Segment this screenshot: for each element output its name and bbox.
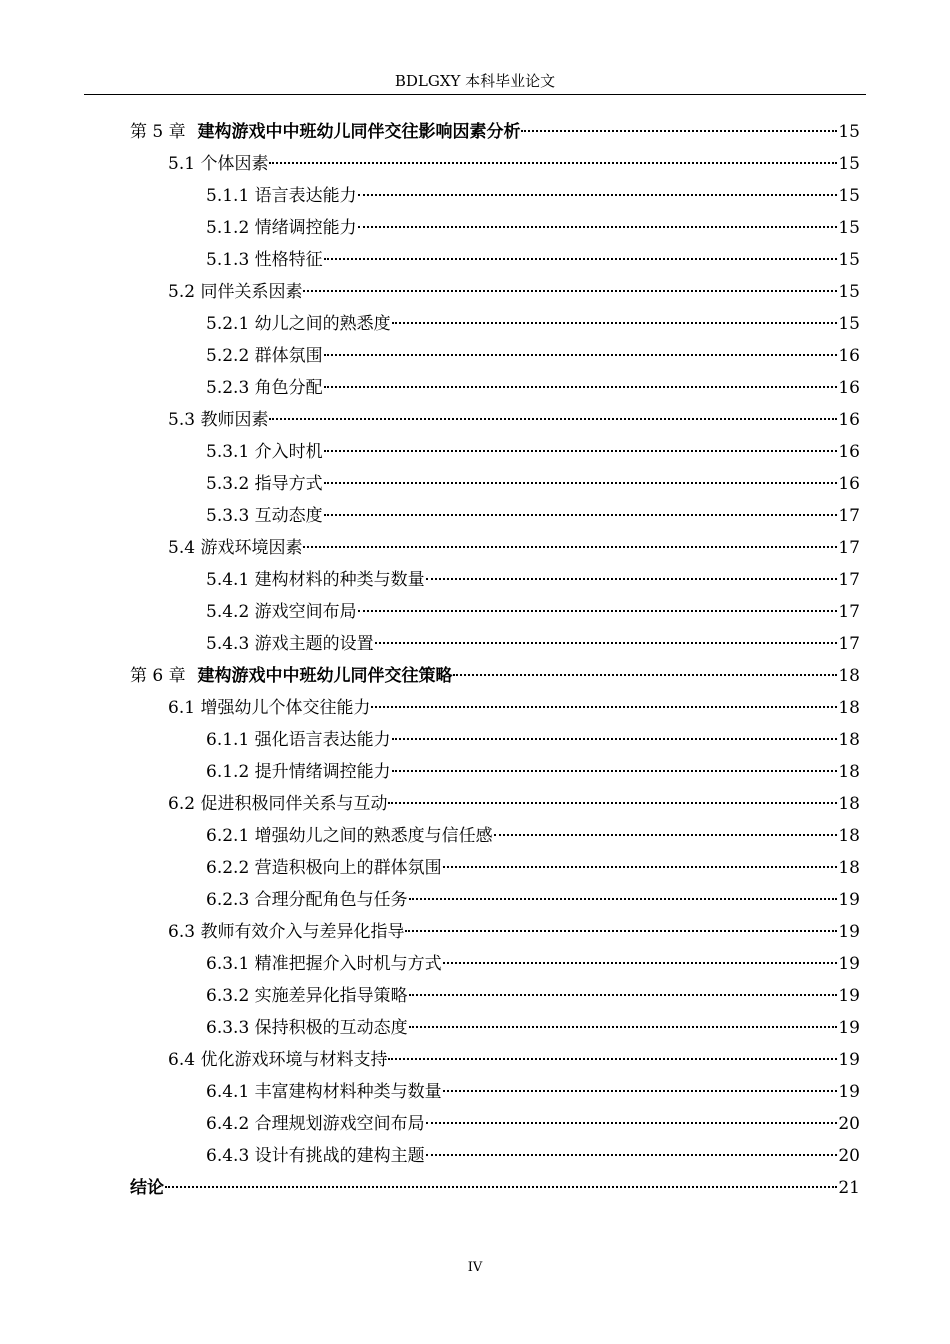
toc-entry-number: 6.3.3 <box>206 1018 250 1038</box>
toc-entry[interactable] <box>130 436 860 468</box>
toc-dot-leader <box>324 481 838 484</box>
toc-entry-number: 5.4.1 <box>206 570 250 590</box>
toc-entry-number: 5.4.2 <box>206 602 250 622</box>
toc-entry-label: 实施差异化指导策略 <box>254 986 408 1006</box>
toc-dot-leader <box>521 129 837 132</box>
toc-entry-page: 17 <box>838 570 860 590</box>
toc-entry-label: 互动态度 <box>254 506 323 526</box>
toc-entry-title <box>206 372 323 404</box>
toc-dot-leader <box>409 1025 838 1028</box>
toc-entry-label: 保持积极的互动态度 <box>254 1018 408 1038</box>
toc-entry-title <box>168 1044 387 1076</box>
toc-entry-number: 6.2.2 <box>206 858 250 878</box>
toc-entry-label: 提升情绪调控能力 <box>254 762 391 782</box>
toc-entry-number: 6.2.1 <box>206 826 250 846</box>
toc-entry[interactable] <box>130 1076 860 1108</box>
toc-entry-page: 17 <box>838 506 860 526</box>
page-footer <box>0 1260 950 1275</box>
toc-entry-title <box>130 1172 164 1204</box>
toc-entry-number: 5.2.1 <box>206 314 250 334</box>
toc-dot-leader <box>324 449 838 452</box>
toc-entry[interactable] <box>130 852 860 884</box>
toc-entry-title <box>206 980 408 1012</box>
toc-entry[interactable] <box>130 596 860 628</box>
toc-entry-title <box>168 148 268 180</box>
toc-entry-page: 16 <box>838 410 860 430</box>
toc-entry-title <box>206 884 408 916</box>
toc-entry-page: 19 <box>838 986 860 1006</box>
toc-entry-page: 20 <box>838 1114 860 1134</box>
toc-entry-title <box>206 564 425 596</box>
toc-entry-number: 第 5 章 <box>130 122 186 142</box>
toc-entry[interactable] <box>130 948 860 980</box>
toc-entry[interactable] <box>130 532 860 564</box>
toc-entry[interactable] <box>130 564 860 596</box>
toc-entry-page: 16 <box>838 346 860 366</box>
toc-entry[interactable] <box>130 1172 860 1204</box>
toc-dot-leader <box>392 737 838 740</box>
toc-dot-leader <box>358 609 838 612</box>
toc-entry-title <box>130 660 452 692</box>
toc-entry-number: 5.2 <box>168 282 196 302</box>
toc-entry-label: 强化语言表达能力 <box>254 730 391 750</box>
toc-entry-label: 合理规划游戏空间布局 <box>254 1114 425 1134</box>
toc-entry-label: 增强幼儿之间的熟悉度与信任感 <box>254 826 493 846</box>
page-number: IV <box>467 1260 483 1275</box>
toc-entry-gap <box>186 666 198 686</box>
toc-entry-number: 6.1.1 <box>206 730 250 750</box>
toc-dot-leader <box>392 321 838 324</box>
toc-entry-page: 19 <box>838 1082 860 1102</box>
toc-entry-label: 个体因素 <box>200 154 269 174</box>
toc-dot-leader <box>358 225 838 228</box>
toc-entry-label: 教师因素 <box>200 410 269 430</box>
toc-entry-page: 17 <box>838 602 860 622</box>
toc-dot-leader <box>443 1089 838 1092</box>
toc-entry-label: 结论 <box>130 1178 164 1198</box>
toc-dot-leader <box>388 1057 837 1060</box>
toc-entry-number: 5.1.2 <box>206 218 250 238</box>
toc-dot-leader <box>392 769 838 772</box>
toc-entry-title <box>168 276 302 308</box>
toc-entry-label: 游戏主题的设置 <box>254 634 374 654</box>
toc-entry-number: 5.3.3 <box>206 506 250 526</box>
toc-entry-label: 游戏环境因素 <box>200 538 303 558</box>
toc-entry-page: 17 <box>838 634 860 654</box>
toc-entry-number: 6.1.2 <box>206 762 250 782</box>
toc-entry-title <box>206 244 323 276</box>
toc-entry-page: 18 <box>838 826 860 846</box>
toc-dot-leader <box>388 801 837 804</box>
toc-entry-page: 21 <box>838 1178 860 1198</box>
toc-entry-number: 5.3.1 <box>206 442 250 462</box>
toc-entry-page: 18 <box>838 858 860 878</box>
toc-entry-page: 19 <box>838 922 860 942</box>
toc-entry-label: 游戏空间布局 <box>254 602 357 622</box>
toc-entry-page: 17 <box>838 538 860 558</box>
toc-entry[interactable] <box>130 404 860 436</box>
toc-dot-leader <box>358 193 838 196</box>
toc-entry-title <box>130 116 520 148</box>
toc-entry-label: 角色分配 <box>254 378 323 398</box>
toc-entry-label: 介入时机 <box>254 442 323 462</box>
toc-entry-page: 15 <box>838 154 860 174</box>
toc-entry-number: 6.3.1 <box>206 954 250 974</box>
toc-entry-page: 15 <box>838 282 860 302</box>
toc-entry[interactable] <box>130 756 860 788</box>
toc-entry[interactable] <box>130 916 860 948</box>
table-of-contents <box>130 116 860 1204</box>
toc-entry[interactable] <box>130 724 860 756</box>
toc-dot-leader <box>494 833 838 836</box>
toc-entry[interactable] <box>130 212 860 244</box>
toc-entry-title <box>206 852 442 884</box>
toc-entry[interactable] <box>130 788 860 820</box>
toc-entry-page: 20 <box>838 1146 860 1166</box>
toc-entry-title <box>206 756 391 788</box>
toc-entry-title <box>168 916 404 948</box>
toc-entry[interactable] <box>130 148 860 180</box>
toc-dot-leader <box>303 289 837 292</box>
toc-entry-title <box>168 404 268 436</box>
toc-entry-page: 18 <box>838 730 860 750</box>
toc-entry-title <box>206 180 357 212</box>
toc-entry-number: 5.4.3 <box>206 634 250 654</box>
toc-entry[interactable] <box>130 820 860 852</box>
toc-entry-page: 18 <box>838 794 860 814</box>
toc-entry[interactable] <box>130 1044 860 1076</box>
toc-dot-leader <box>324 385 838 388</box>
toc-entry[interactable] <box>130 308 860 340</box>
toc-entry-label: 同伴关系因素 <box>200 282 303 302</box>
toc-entry-number: 5.2.2 <box>206 346 250 366</box>
toc-entry-title <box>168 692 370 724</box>
toc-entry-number: 6.1 <box>168 698 196 718</box>
toc-entry-page: 19 <box>838 1050 860 1070</box>
toc-entry-title <box>206 628 374 660</box>
toc-entry[interactable] <box>130 372 860 404</box>
toc-entry-title <box>168 532 302 564</box>
toc-entry-title <box>206 1012 408 1044</box>
toc-entry-label: 群体氛围 <box>254 346 323 366</box>
toc-entry-page: 15 <box>838 186 860 206</box>
toc-entry-label: 指导方式 <box>254 474 323 494</box>
toc-entry-title <box>206 1140 425 1172</box>
toc-entry[interactable] <box>130 1012 860 1044</box>
toc-entry-label: 促进积极同伴关系与互动 <box>200 794 388 814</box>
toc-entry-title <box>206 724 391 756</box>
toc-dot-leader <box>409 897 838 900</box>
toc-entry-number: 6.4.2 <box>206 1114 250 1134</box>
toc-entry[interactable] <box>130 884 860 916</box>
toc-dot-leader <box>426 1153 838 1156</box>
toc-entry-label: 营造积极向上的群体氛围 <box>254 858 442 878</box>
toc-entry[interactable] <box>130 180 860 212</box>
toc-entry-title <box>206 468 323 500</box>
toc-dot-leader <box>165 1185 837 1188</box>
toc-entry-number: 6.2 <box>168 794 196 814</box>
toc-entry-label: 建构游戏中中班幼儿同伴交往影响因素分析 <box>197 122 521 142</box>
toc-dot-leader <box>324 257 838 260</box>
toc-entry-label: 设计有挑战的建构主题 <box>254 1146 425 1166</box>
toc-entry[interactable] <box>130 660 860 692</box>
toc-entry[interactable] <box>130 628 860 660</box>
toc-dot-leader <box>375 641 838 644</box>
toc-entry-title <box>206 500 323 532</box>
toc-dot-leader <box>269 161 837 164</box>
toc-entry-label: 情绪调控能力 <box>254 218 357 238</box>
toc-dot-leader <box>426 1121 838 1124</box>
toc-entry-page: 15 <box>838 250 860 270</box>
toc-entry-label: 建构游戏中中班幼儿同伴交往策略 <box>197 666 453 686</box>
toc-entry-title <box>206 1108 425 1140</box>
toc-entry[interactable] <box>130 244 860 276</box>
toc-entry-label: 合理分配角色与任务 <box>254 890 408 910</box>
toc-entry-page: 15 <box>838 218 860 238</box>
toc-entry-page: 19 <box>838 890 860 910</box>
toc-entry[interactable] <box>130 468 860 500</box>
toc-entry-page: 15 <box>838 314 860 334</box>
toc-entry-number: 5.1.3 <box>206 250 250 270</box>
toc-dot-leader <box>443 865 838 868</box>
toc-entry-title <box>206 212 357 244</box>
toc-entry-number: 5.1.1 <box>206 186 250 206</box>
toc-entry-label: 教师有效介入与差异化指导 <box>200 922 405 942</box>
toc-entry-number: 6.4.3 <box>206 1146 250 1166</box>
toc-dot-leader <box>409 993 838 996</box>
toc-entry-page: 16 <box>838 474 860 494</box>
toc-entry-number: 第 6 章 <box>130 666 186 686</box>
toc-entry-number: 5.3.2 <box>206 474 250 494</box>
toc-entry[interactable] <box>130 1140 860 1172</box>
toc-entry-number: 5.1 <box>168 154 196 174</box>
toc-entry-page: 18 <box>838 762 860 782</box>
toc-entry-label: 建构材料的种类与数量 <box>254 570 425 590</box>
toc-entry-title <box>206 820 493 852</box>
toc-entry-page: 16 <box>838 378 860 398</box>
toc-entry-label: 丰富建构材料种类与数量 <box>254 1082 442 1102</box>
toc-entry-number: 5.3 <box>168 410 196 430</box>
toc-entry-title <box>206 436 323 468</box>
toc-dot-leader <box>303 545 837 548</box>
toc-entry[interactable] <box>130 116 860 148</box>
toc-entry-number: 5.2.3 <box>206 378 250 398</box>
toc-entry[interactable] <box>130 340 860 372</box>
toc-entry-title <box>206 308 391 340</box>
toc-entry-gap <box>186 122 198 142</box>
toc-entry-label: 精准把握介入时机与方式 <box>254 954 442 974</box>
toc-entry[interactable] <box>130 276 860 308</box>
toc-entry-number: 6.4 <box>168 1050 196 1070</box>
toc-entry-page: 18 <box>838 666 860 686</box>
toc-entry-title <box>206 340 323 372</box>
toc-entry-label: 语言表达能力 <box>254 186 357 206</box>
toc-entry-page: 15 <box>838 122 860 142</box>
toc-entry[interactable] <box>130 980 860 1012</box>
toc-entry-page: 19 <box>838 1018 860 1038</box>
toc-dot-leader <box>405 929 837 932</box>
toc-entry-number: 6.3 <box>168 922 196 942</box>
toc-dot-leader <box>443 961 838 964</box>
toc-entry[interactable] <box>130 1108 860 1140</box>
toc-dot-leader <box>269 417 837 420</box>
toc-entry-number: 6.4.1 <box>206 1082 250 1102</box>
toc-entry[interactable] <box>130 692 860 724</box>
toc-entry-title <box>206 596 357 628</box>
toc-dot-leader <box>426 577 838 580</box>
toc-entry-label: 增强幼儿个体交往能力 <box>200 698 371 718</box>
toc-entry-number: 6.2.3 <box>206 890 250 910</box>
toc-entry-label: 优化游戏环境与材料支持 <box>200 1050 388 1070</box>
toc-entry-page: 19 <box>838 954 860 974</box>
toc-entry-title <box>168 788 387 820</box>
toc-entry[interactable] <box>130 500 860 532</box>
toc-dot-leader <box>324 513 838 516</box>
toc-dot-leader <box>453 673 837 676</box>
toc-dot-leader <box>324 353 838 356</box>
toc-entry-page: 18 <box>838 698 860 718</box>
header-title: BDLGXY 本科毕业论文 <box>394 72 556 90</box>
toc-entry-title <box>206 1076 442 1108</box>
toc-entry-page: 16 <box>838 442 860 462</box>
toc-entry-label: 幼儿之间的熟悉度 <box>254 314 391 334</box>
toc-entry-number: 5.4 <box>168 538 196 558</box>
toc-dot-leader <box>371 705 837 708</box>
toc-entry-number: 6.3.2 <box>206 986 250 1006</box>
toc-entry-title <box>206 948 442 980</box>
page-header <box>84 70 866 95</box>
toc-entry-label: 性格特征 <box>254 250 323 270</box>
